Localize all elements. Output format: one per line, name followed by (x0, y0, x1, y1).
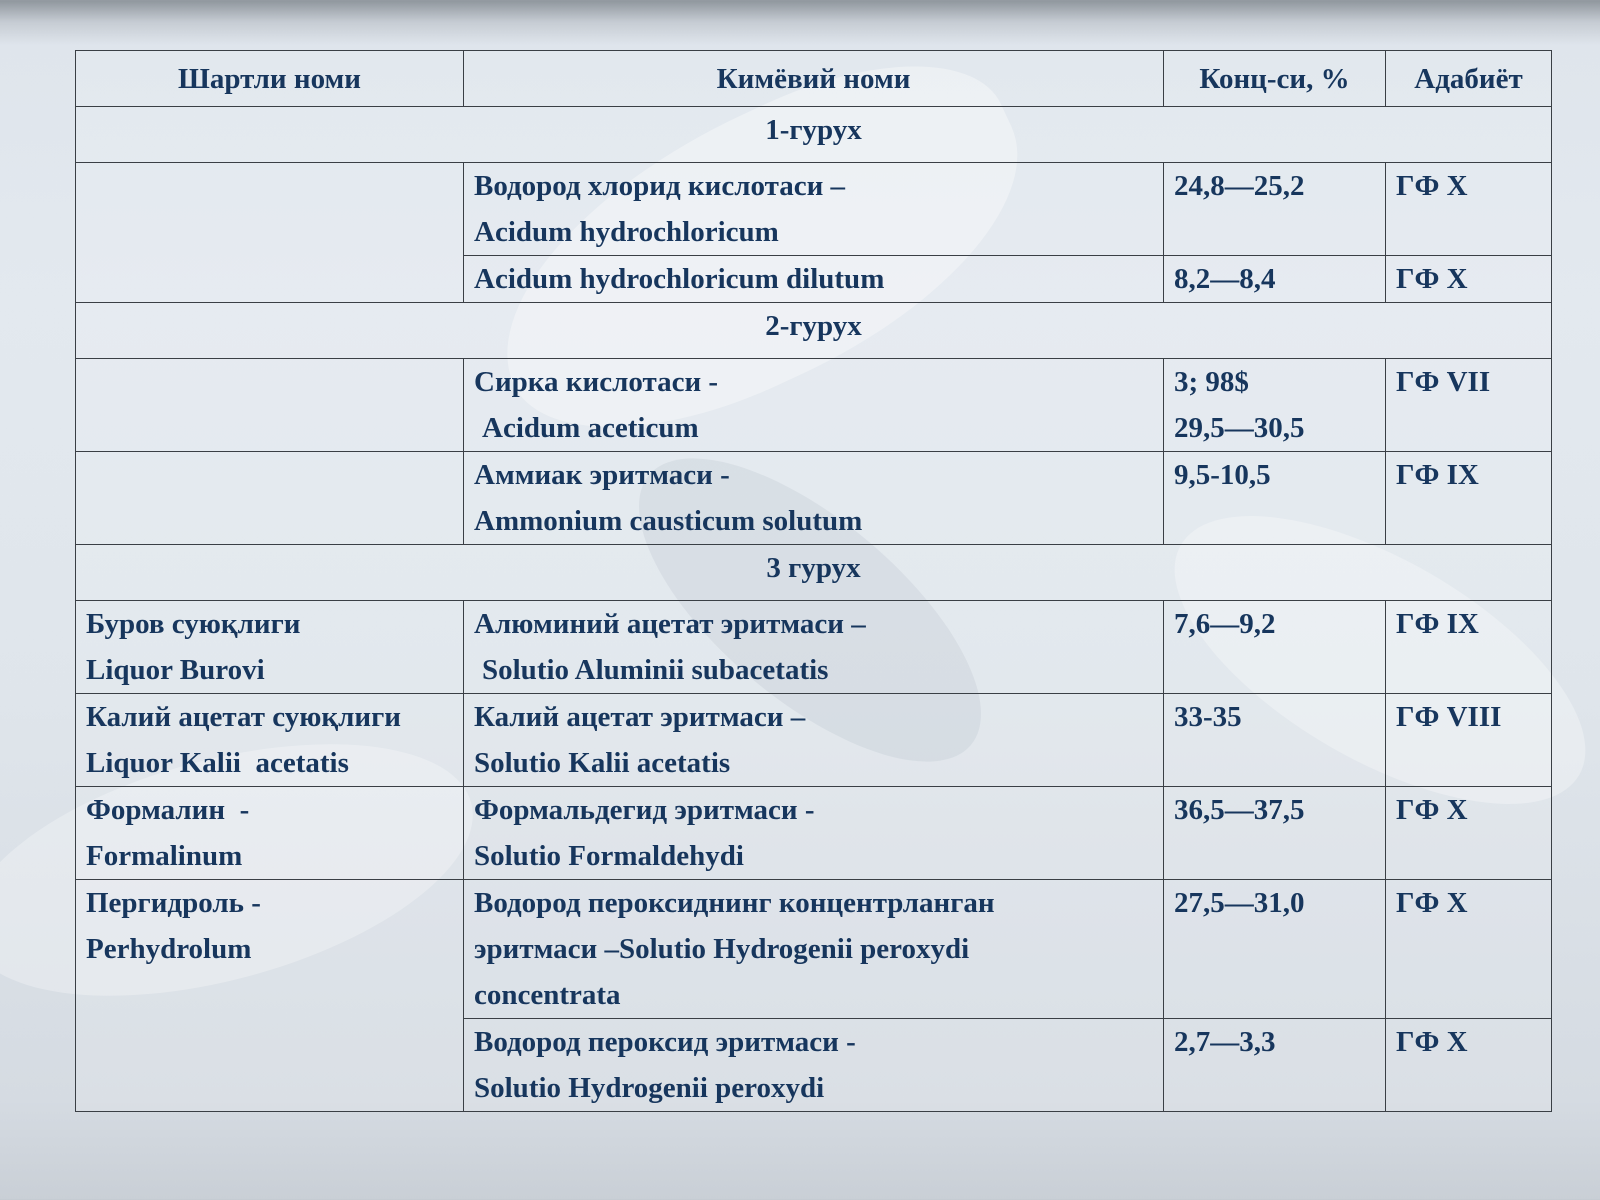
concentration-line: 29,5—30,5 (1174, 412, 1305, 444)
chemical-name-line: Solutio Hydrogenii peroxydi (474, 1072, 825, 1104)
chemical-name-cell (464, 787, 1164, 880)
short-name-line: Буров суюқлиги (86, 608, 301, 640)
concentration-cell: 7,6—9,2 (1164, 601, 1386, 694)
literature-cell: ГФ VII (1386, 359, 1552, 452)
short-name-line: Liquor Burovi (86, 654, 265, 686)
chemical-name-line: Solutio Formaldehydi (474, 840, 744, 872)
group-1-label: 1-гурух (76, 107, 1552, 163)
table-row (76, 787, 1552, 880)
group-row (76, 107, 1552, 163)
short-name-line: Formalinum (86, 840, 243, 872)
short-name-line: Формалин - (86, 794, 250, 826)
concentration-cell: 27,5—31,0 (1164, 880, 1386, 1019)
solutions-table (75, 50, 1552, 1112)
chemical-name-line: Водород пероксиднинг концентрланган (474, 887, 995, 919)
literature-cell: ГФ X (1386, 1019, 1552, 1112)
short-name-cell (76, 163, 464, 303)
chemical-name-line: Сирка кислотаси - (474, 366, 719, 398)
header-row (76, 51, 1552, 107)
chemical-name-cell (464, 880, 1164, 1019)
chemical-name-line: concentrata (474, 979, 621, 1011)
chemical-name-line: эритмаси –Solutio Hydrogenii peroxydi (474, 933, 970, 965)
table-row (76, 359, 1552, 452)
chemical-name-cell (464, 694, 1164, 787)
table-row (76, 880, 1552, 1019)
short-name-cell (76, 694, 464, 787)
concentration-cell: 2,7—3,3 (1164, 1019, 1386, 1112)
table-row (76, 452, 1552, 545)
concentration-cell: 9,5-10,5 (1164, 452, 1386, 545)
concentration-cell: 24,8—25,2 (1164, 163, 1386, 256)
chemical-name-line: Solutio Kalii acetatis (474, 747, 731, 779)
literature-cell: ГФ X (1386, 256, 1552, 303)
header-concentration: Конц-си, % (1164, 51, 1386, 107)
short-name-cell (76, 359, 464, 452)
concentration-cell (1164, 359, 1386, 452)
short-name-line: Perhydrolum (86, 933, 252, 965)
literature-cell: ГФ IX (1386, 601, 1552, 694)
concentration-cell: 36,5—37,5 (1164, 787, 1386, 880)
literature-cell: ГФ X (1386, 880, 1552, 1019)
chemical-name-line: Аммиак эритмаси - (474, 459, 730, 491)
group-3-label: 3 гурух (76, 545, 1552, 601)
chemical-name-line: Алюминий ацетат эритмаси – (474, 608, 866, 640)
chemical-name-line: Ammonium causticum solutum (474, 505, 863, 537)
chemical-name-cell (464, 452, 1164, 545)
chemical-name-cell (464, 601, 1164, 694)
chemical-name-line: Формальдегид эритмаси - (474, 794, 815, 826)
table-row (76, 601, 1552, 694)
concentration-line: 3; 98$ (1174, 366, 1249, 398)
header-chemical-name: Кимёвий номи (464, 51, 1164, 107)
short-name-cell (76, 601, 464, 694)
literature-cell: ГФ IX (1386, 452, 1552, 545)
chemical-name-line: Калий ацетат эритмаси – (474, 701, 806, 733)
concentration-cell: 8,2—8,4 (1164, 256, 1386, 303)
group-row (76, 303, 1552, 359)
literature-cell: ГФ X (1386, 163, 1552, 256)
chemical-name-line: Solutio Aluminii subacetatis (482, 654, 829, 686)
literature-cell: ГФ VIII (1386, 694, 1552, 787)
short-name-cell (76, 787, 464, 880)
group-2-label: 2-гурух (76, 303, 1552, 359)
concentration-cell: 33-35 (1164, 694, 1386, 787)
chemical-name-cell (464, 163, 1164, 256)
chemical-name-cell: Acidum hydrochloricum dilutum (464, 256, 1164, 303)
short-name-cell (76, 880, 464, 1112)
chemical-name-line: Водород пероксид эритмаси - (474, 1026, 856, 1058)
group-row (76, 545, 1552, 601)
short-name-cell (76, 452, 464, 545)
literature-cell: ГФ X (1386, 787, 1552, 880)
short-name-line: Пергидроль - (86, 887, 261, 919)
header-literature: Адабиёт (1386, 51, 1552, 107)
chemical-name-line: Водород хлорид кислотаси – (474, 170, 846, 202)
header-short-name: Шартли номи (76, 51, 464, 107)
chemical-name-cell (464, 359, 1164, 452)
short-name-line: Liquor Kalii acetatis (86, 747, 349, 779)
chemical-name-line: Acidum hydrochloricum (474, 216, 779, 248)
short-name-line: Калий ацетат суюқлиги (86, 701, 401, 733)
table-row (76, 694, 1552, 787)
chemical-name-line: Acidum aceticum (482, 412, 699, 444)
table-row (76, 163, 1552, 256)
chemical-name-cell (464, 1019, 1164, 1112)
